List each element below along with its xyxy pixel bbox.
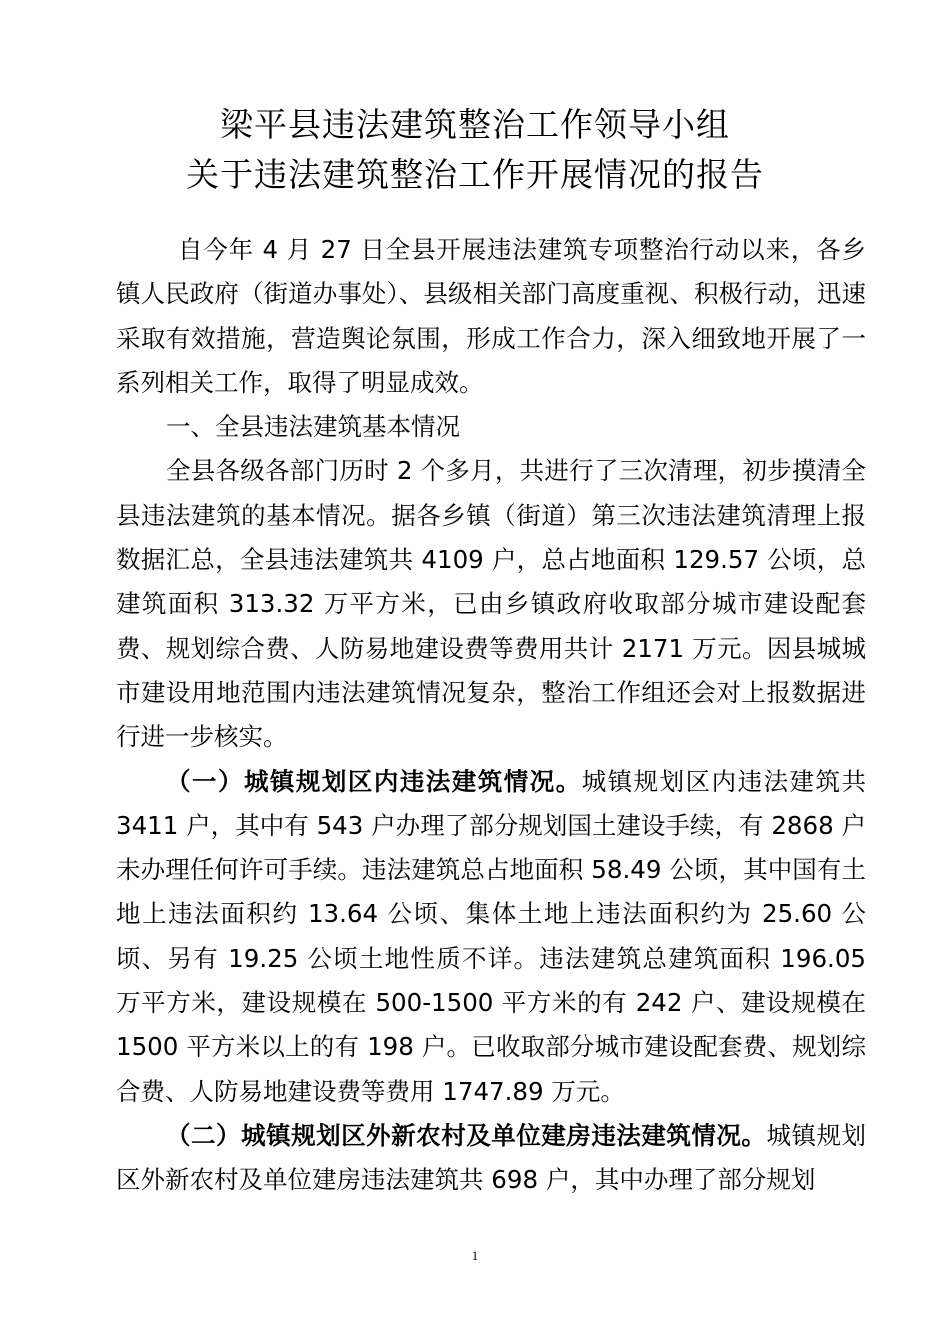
subsection-2-heading: （二）城镇规划区外新农村及单位建房违法建筑情况。 [166,1120,767,1150]
subsection-2-body: 城镇规划区外新农村及单位建房违法建筑共 698 户，其中办理了部分规划 [116,1120,867,1195]
section-1-paragraph: 全县各级各部门历时 2 个多月，共进行了三次清理，初步摸清全县违法建筑的基本情况。据各乡镇（街道）第三次违法建筑清理上报数据汇总，全县违法建筑共 4109 户，总占地面积 129.57 公顷，总建筑面积 313.32 万平方米，已由乡镇政府收取部分城市建设配套费、规划综合费、人防易地建设费等费用共计 2171 万元。因县城城市建设用地范围内违法建筑情况复杂，整治工作组还会对上报数据进行进一步核实。 [116,456,866,752]
subsection-1-heading: （一）城镇规划区内违法建筑情况。 [166,766,582,796]
document-title [0,100,950,200]
page-number: 1 [471,1248,479,1263]
section-1-heading: 一、全县违法建筑基本情况 [166,412,460,442]
document-body [116,228,866,1203]
subsection-1-paragraph [116,760,866,1114]
intro-paragraph: 自今年 4 月 27 日全县开展违法建筑专项整治行动以来，各乡镇人民政府（街道办事处）、县级相关部门高度重视、积极行动，迅速采取有效措施，营造舆论氛围，形成工作合力，深入细致地开展了一系列相关工作，取得了明显成效。 [116,235,866,397]
subsection-2-paragraph [116,1114,866,1203]
subsection-1-body: 城镇规划区内违法建筑共 3411 户，其中有 543 户办理了部分规划国土建设手续，有 2868 户未办理任何许可手续。违法建筑总占地面积 58.49 公顷，其中国有土地上违法面积约 13.64 公顷、集体土地上违法面积约为 25.60 公顷、另有 19.25 公顷土地性质不详。违法建筑总建筑面积 196.05 万平方米，建设规模在 500-1500 平方米的有 242 户、建设规模在 1500 平方米以上的有 198 户。已收取部分城市建设配套费、规划综合费、人防易地建设费等费用 1747.89 万元。 [116,766,867,1106]
title-line-1: 梁平县违法建筑整治工作领导小组 [220,105,730,144]
title-line-2: 关于违法建筑整治工作开展情况的报告 [186,155,764,194]
